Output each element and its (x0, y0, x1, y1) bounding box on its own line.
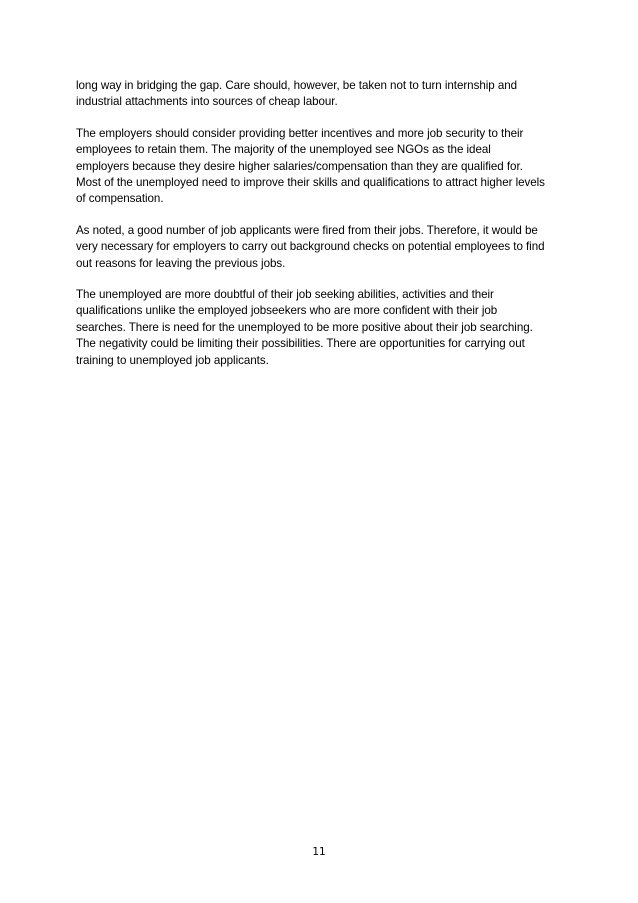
text-line: industrial attachments into sources of cheap labour. (76, 95, 338, 109)
text-line: Most of the unemployed need to improve their skills and qualifications to attract higher levels (76, 176, 545, 190)
text-line: The unemployed are more doubtful of their job seeking abilities, activities and their (76, 288, 494, 302)
text-line: training to unemployed job applicants. (76, 353, 269, 367)
paragraph-unemployed (76, 287, 572, 369)
text-line: employees to retain them. The majority of the unemployed see NGOs as the ideal (76, 143, 491, 157)
body-text (76, 78, 572, 384)
text-line: qualifications unlike the employed jobseekers who are more confident with their job (76, 304, 498, 318)
text-line: of compensation. (76, 192, 164, 206)
text-line: The negativity could be limiting their possibilities. There are opportunities for carrying out (76, 337, 525, 351)
text-line: very necessary for employers to carry out background checks on potential employees to find (76, 240, 545, 254)
text-line: employers because they desire higher salaries/compensation than they are qualified for. (76, 159, 523, 173)
text-line: The employers should consider providing better incentives and more job security to their (76, 126, 524, 140)
text-line: As noted, a good number of job applicants were fired from their jobs. Therefore, it would be (76, 223, 538, 237)
text-line: searches. There is need for the unemployed to be more positive about their job searching. (76, 320, 533, 334)
paragraph-employers (76, 126, 572, 208)
page-number: 11 (312, 846, 326, 858)
paragraph-applicants (76, 223, 572, 272)
text-line: long way in bridging the gap. Care should, however, be taken not to turn internship and (76, 79, 518, 92)
text-line: out reasons for leaving the previous jobs. (76, 256, 286, 270)
paragraph-internship (76, 78, 572, 111)
